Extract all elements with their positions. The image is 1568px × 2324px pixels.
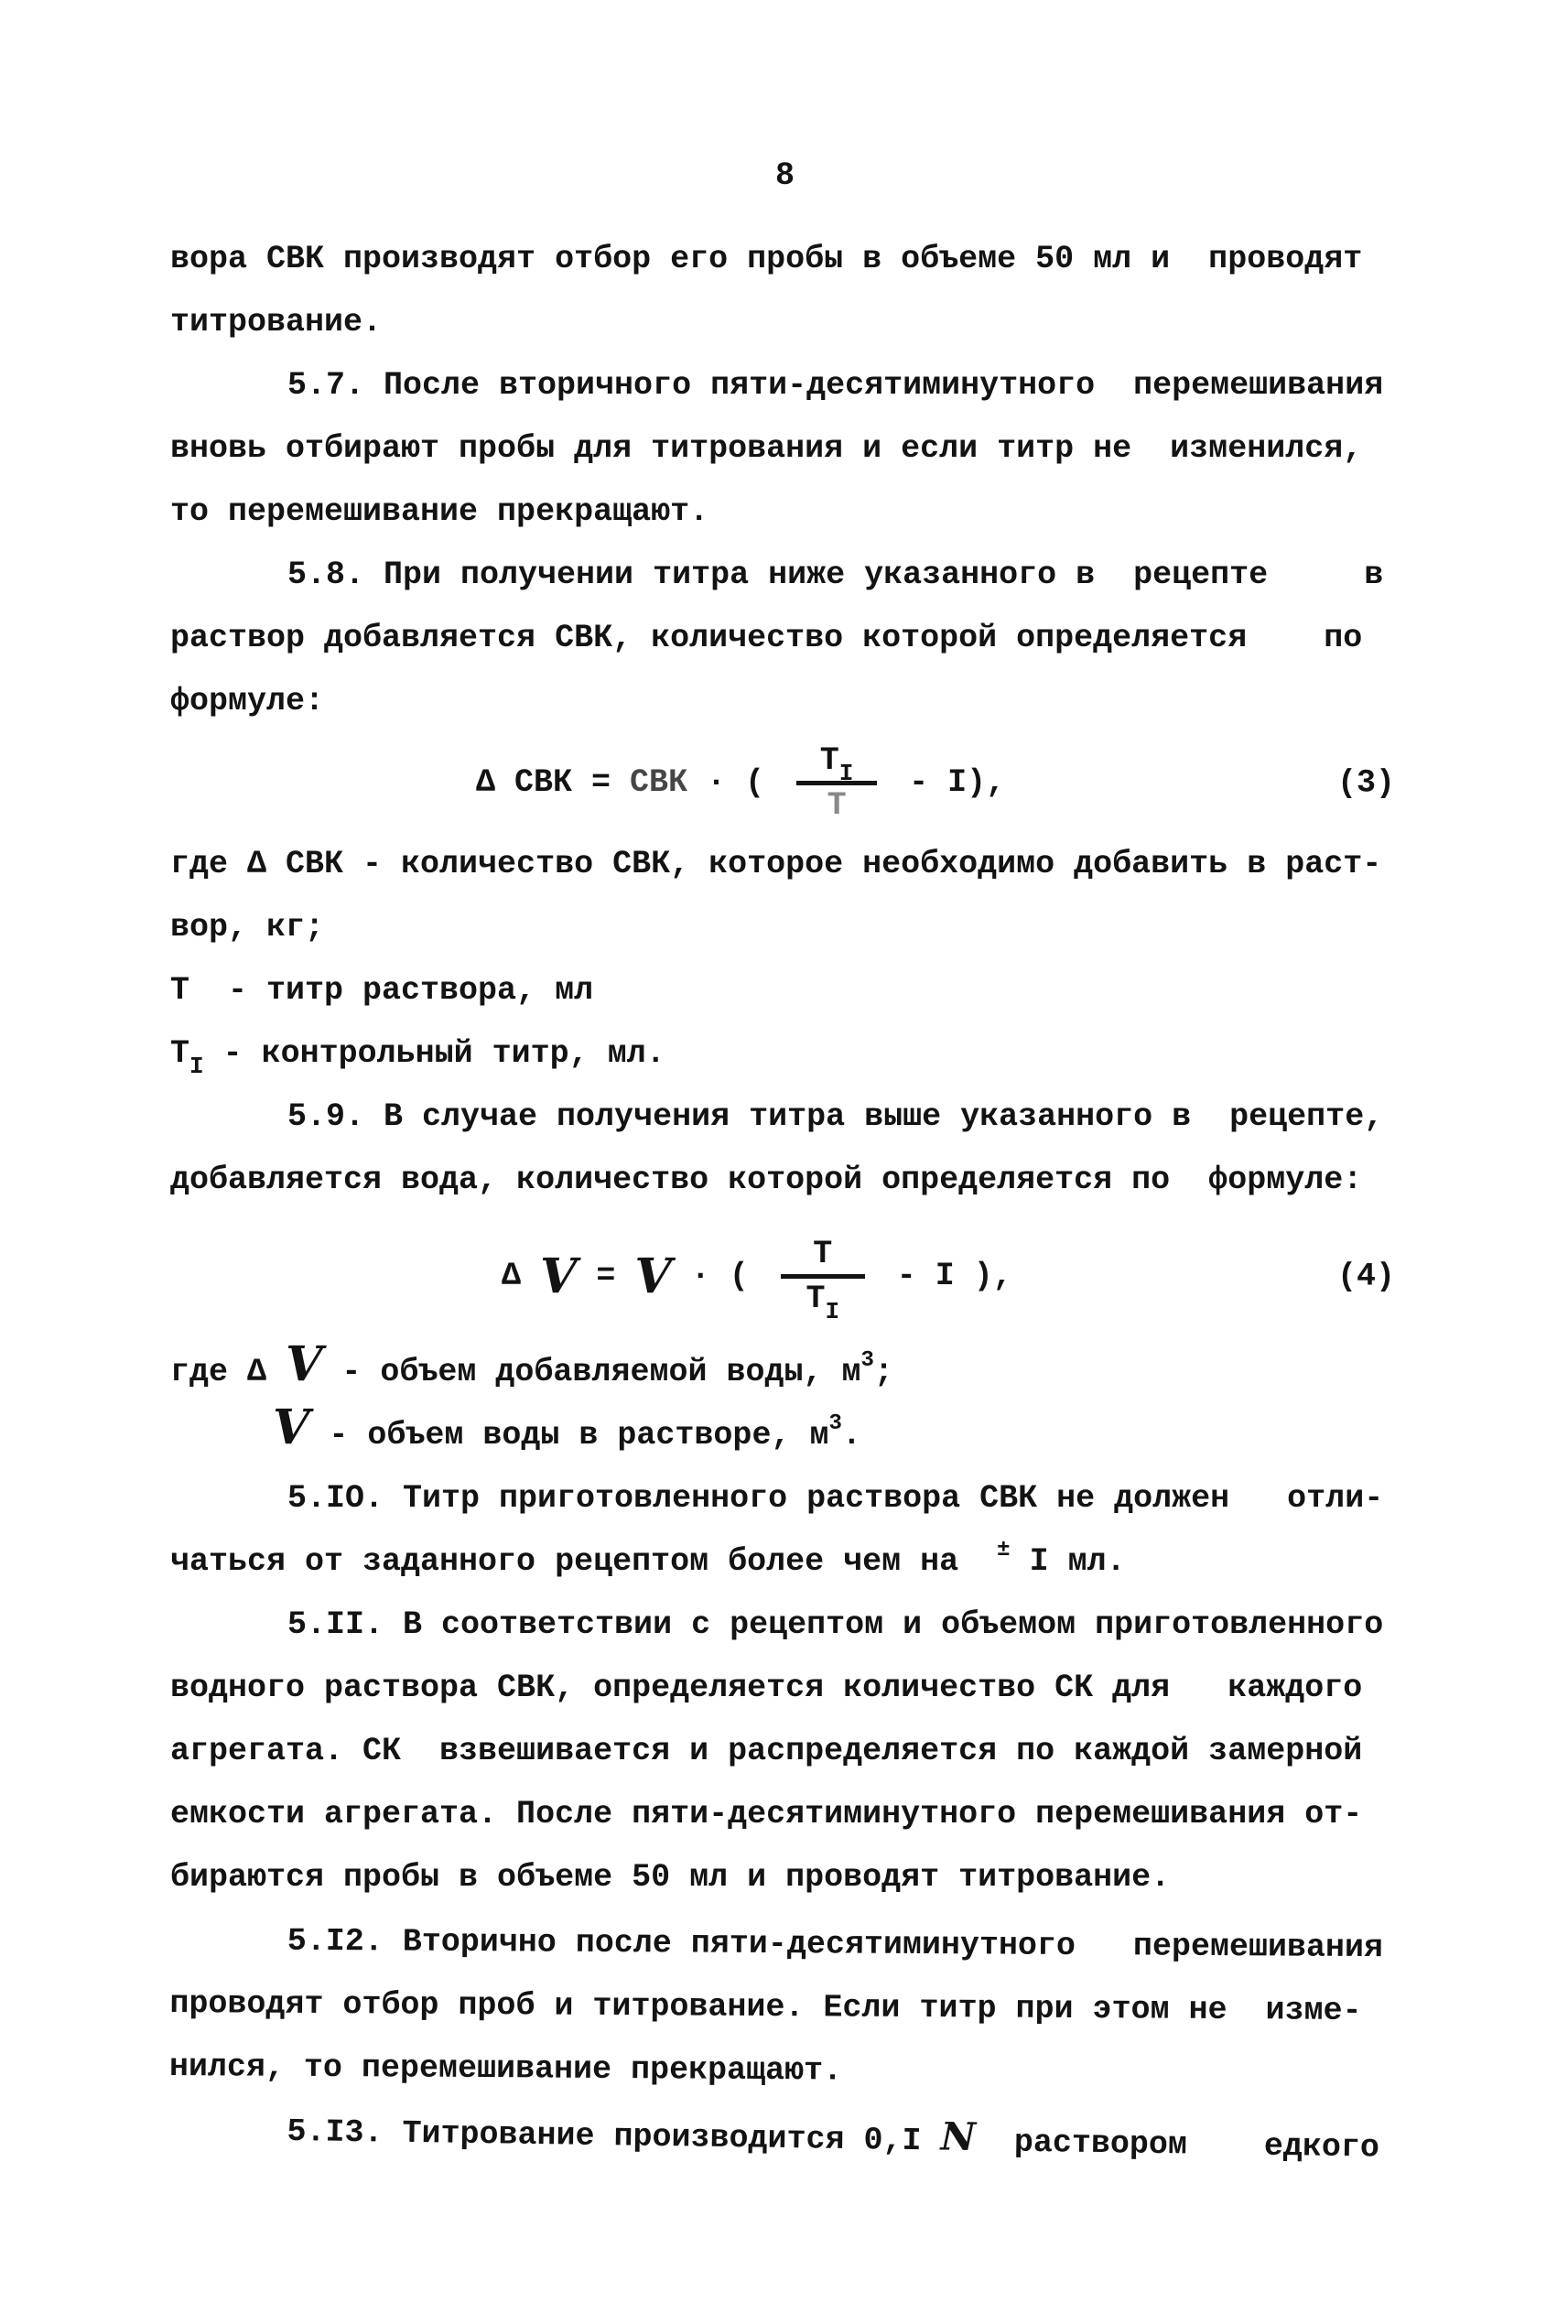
fraction-numerator: Т <box>813 1236 833 1272</box>
fraction-bar <box>781 1274 865 1279</box>
paragraph-5-11 <box>170 1594 1400 1909</box>
formula-text: Δ СВК = <box>476 764 631 801</box>
text-line <box>170 1400 1400 1467</box>
formula-text: Δ <box>502 1258 541 1294</box>
text-line <box>170 1022 1400 1086</box>
text-line: бираются пробы в объеме 50 мл и проводят титрование. <box>170 1859 1171 1896</box>
formula-4: Δ V = V · ( Т $Т_I$ - I ), (4) <box>502 1236 1395 1325</box>
handwritten-v: V <box>273 1400 310 1455</box>
intro-paragraph <box>170 228 1400 354</box>
text-line: вновь отбирают пробы для титрования и если титр не изменился, <box>170 430 1363 467</box>
text-line <box>169 2099 1400 2180</box>
page-number: 8 <box>774 157 795 194</box>
paragraph-5-12 <box>169 1909 1400 2106</box>
text-line: где Δ СВК - количество СВК, которое необходимо добавить в раст- <box>170 846 1382 882</box>
text-line: 5.8. При получении титра ниже указанного в рецепте в <box>287 557 1384 593</box>
text-line: нился, то перемешивание прекращают. <box>168 2048 843 2090</box>
text-line: водного раствора СВК, определяется количество СК для каждого <box>170 1670 1363 1706</box>
formula-text: СВК <box>630 764 688 801</box>
fraction <box>781 1236 865 1325</box>
numerator-subscript: I <box>838 760 854 787</box>
paragraph-5-7 <box>170 354 1400 544</box>
paragraph-text: I мл. <box>1010 1543 1126 1580</box>
formula-3 <box>170 733 1400 833</box>
text-line: вор, кг; <box>170 909 325 946</box>
paragraph-text: раствором едкого <box>975 2124 1380 2167</box>
equation-number-4: (4) <box>1336 1258 1395 1294</box>
text-line: 5.7. После вторичного пяти-десятиминутного перемешивания <box>287 367 1384 404</box>
formula-3-legend <box>170 833 1400 1086</box>
formula-text: · ( <box>687 764 784 801</box>
text-line: 5.I2. Вторично после пяти-десятиминутного перемешивания <box>287 1922 1384 1967</box>
formula-text: = <box>577 1258 635 1294</box>
numerator-base: Т <box>819 742 839 779</box>
text-line: 5.II. В соответствии с рецептом и объемом приготовленного <box>287 1606 1384 1643</box>
denominator-base: Т <box>806 1281 826 1317</box>
fraction-bar <box>796 781 877 785</box>
denominator-subscript: I <box>825 1298 840 1325</box>
fraction <box>796 742 877 824</box>
plus-minus-sign: ± <box>997 1538 1011 1562</box>
paragraph-text: чаться от заданного рецептом более чем на <box>170 1543 998 1580</box>
text-line: 5.IO. Титр приготовленного раствора СВК не должен отли- <box>287 1480 1384 1517</box>
legend-text: - контрольный титр, мл. <box>203 1035 665 1072</box>
text-line: титрование. <box>170 304 383 340</box>
text-line: добавляется вода, количество которой определяется по формуле: <box>170 1162 1363 1198</box>
legend-text: . <box>841 1417 861 1454</box>
paragraph-5-8 <box>170 544 1400 733</box>
formula-4-legend <box>170 1336 1400 1467</box>
symbol-t1-base: Т <box>170 1035 190 1072</box>
text-line: емкости агрегата. После пяти-десятиминутного перемешивания от- <box>170 1796 1363 1832</box>
formula-text: - I ), <box>877 1258 1012 1294</box>
paragraph-5-9 <box>170 1086 1400 1212</box>
legend-text: ; <box>873 1354 893 1390</box>
handwritten-n: N <box>940 2113 977 2160</box>
text-line <box>170 1530 1400 1594</box>
symbol-t1-subscript: I <box>189 1053 204 1080</box>
formula-text: - I), <box>890 764 1006 801</box>
handwritten-v: V <box>286 1336 323 1392</box>
fraction-denominator: Т <box>827 787 847 824</box>
text-line: проводят отбор проб и титрование. Если титр при этом не изме- <box>169 1984 1362 2029</box>
fraction-numerator <box>819 742 854 787</box>
equation-number-3: (3) <box>1336 764 1395 801</box>
superscript-3: 3 <box>860 1348 874 1373</box>
fraction-denominator <box>806 1281 840 1325</box>
formula-text: · ( <box>671 1258 768 1294</box>
superscript-3: 3 <box>828 1411 842 1436</box>
text-line: раствор добавляется СВК, количество которой определяется по <box>170 620 1363 656</box>
text-line: вора СВК производят отбор его пробы в объеме 50 мл и проводят <box>170 241 1363 277</box>
text-line: агрегата. СК взвешивается и распределяется по каждой замерной <box>170 1733 1363 1769</box>
text-line: то перемешивание прекращают. <box>170 493 709 530</box>
text-line <box>170 1336 1400 1404</box>
legend-text: где Δ <box>170 1354 287 1390</box>
paragraph-5-13 <box>169 2099 1400 2180</box>
text-line: 5.9. В случае получения титра выше указанного в рецепте, <box>287 1098 1384 1135</box>
legend-text: - объем воды в растворе, м <box>309 1417 829 1454</box>
legend-text: - объем добавляемой воды, м <box>322 1354 861 1390</box>
text-line: Т - титр раствора, мл <box>170 972 594 1009</box>
paragraph-5-10 <box>170 1467 1400 1594</box>
paragraph-text: 5.I3. Титрование производится 0,I <box>287 2113 941 2160</box>
text-line: формуле: <box>170 683 325 719</box>
